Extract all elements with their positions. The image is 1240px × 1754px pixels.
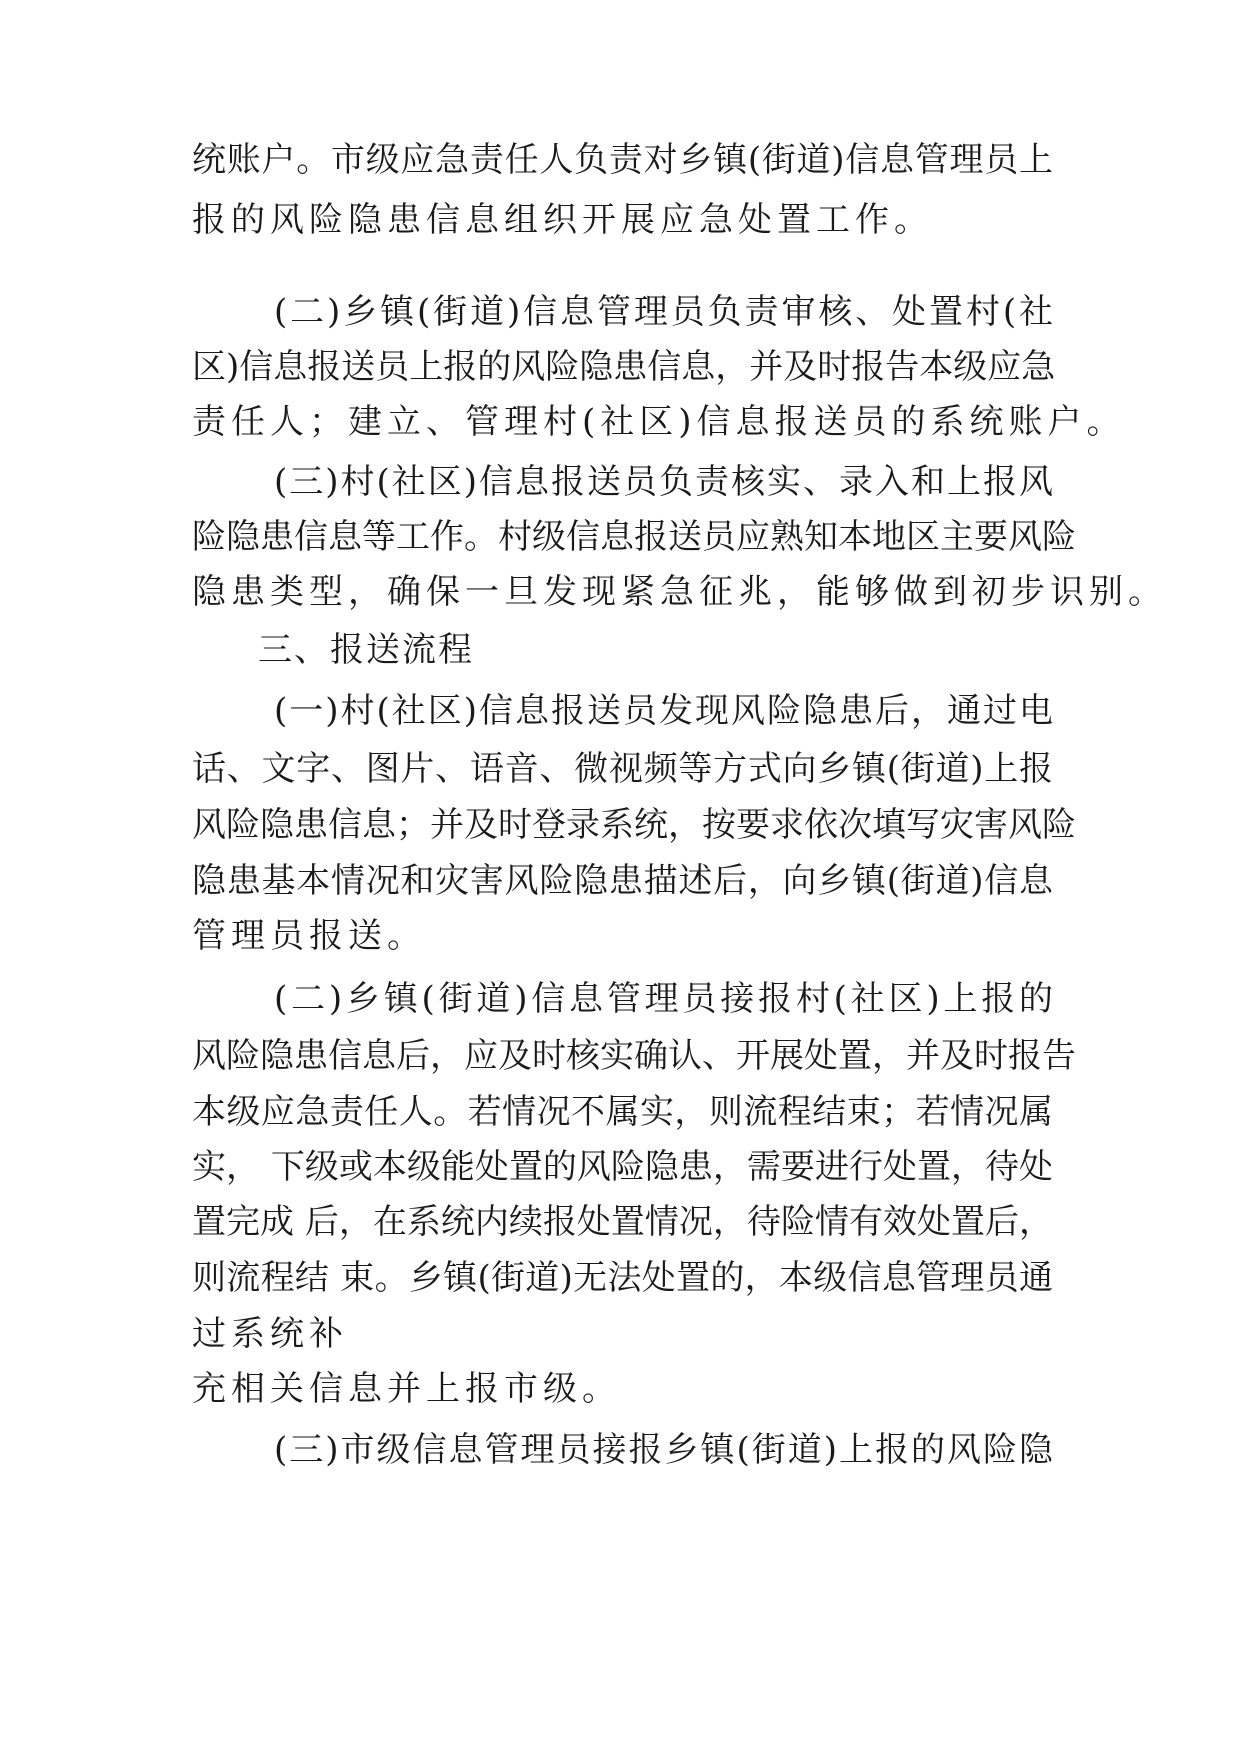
text-line: 区)信息报送员上报的风险隐患信息，并及时报告本级应急 — [192, 347, 1056, 387]
text-line: 责任人；建立、管理村(社区)信息报送员的系统账户。 — [192, 402, 1126, 442]
text-line: (二)乡镇(街道)信息管理员负责审核、处置村(社 — [274, 292, 1053, 332]
text-line: 话、文字、图片、语音、微视频等方式向乡镇(街道)上报 — [192, 749, 1053, 789]
text-line: 实， 下级或本级能处置的风险隐患，需要进行处置，待处 — [192, 1147, 1053, 1187]
text-line: 风险隐患信息；并及时登录系统，按要求依次填写灾害风险 — [192, 805, 1076, 845]
text-line: 置完成 后，在系统内续报处置情况，待险情有效处置后， — [192, 1202, 1053, 1242]
section-heading: 三、报送流程 — [258, 630, 474, 670]
text-line: (二)乡镇(街道)信息管理员接报村(社区)上报的 — [274, 979, 1053, 1019]
text-line: 统账户。市级应急责任人负责对乡镇(街道)信息管理员上 — [192, 140, 1053, 180]
text-line: (三)市级信息管理员接报乡镇(街道)上报的风险隐 — [274, 1430, 1053, 1470]
text-line: 充相关信息并上报市级。 — [192, 1369, 621, 1409]
text-line: 过系统补 — [192, 1314, 348, 1354]
text-line: 风险隐患信息后，应及时核实确认、开展处置，并及时报告 — [192, 1036, 1076, 1076]
text-line: 管理员报送。 — [192, 916, 426, 956]
text-line: 险隐患信息等工作。村级信息报送员应熟知本地区主要风险 — [192, 517, 1076, 557]
text-line: 本级应急责任人。若情况不属实，则流程结束；若情况属 — [192, 1092, 1053, 1132]
text-line: (三)村(社区)信息报送员负责核实、录入和上报风 — [274, 462, 1053, 502]
text-line: (一)村(社区)信息报送员发现风险隐患后，通过电 — [274, 691, 1053, 731]
text-line: 则流程结 束。乡镇(街道)无法处置的，本级信息管理员通 — [192, 1258, 1053, 1298]
text-line: 隐患类型，确保一旦发现紧急征兆，能够做到初步识别。 — [192, 572, 1167, 612]
text-line: 报的风险隐患信息组织开展应急处置工作。 — [192, 200, 933, 240]
text-line: 隐患基本情况和灾害风险隐患描述后，向乡镇(街道)信息 — [192, 861, 1053, 901]
